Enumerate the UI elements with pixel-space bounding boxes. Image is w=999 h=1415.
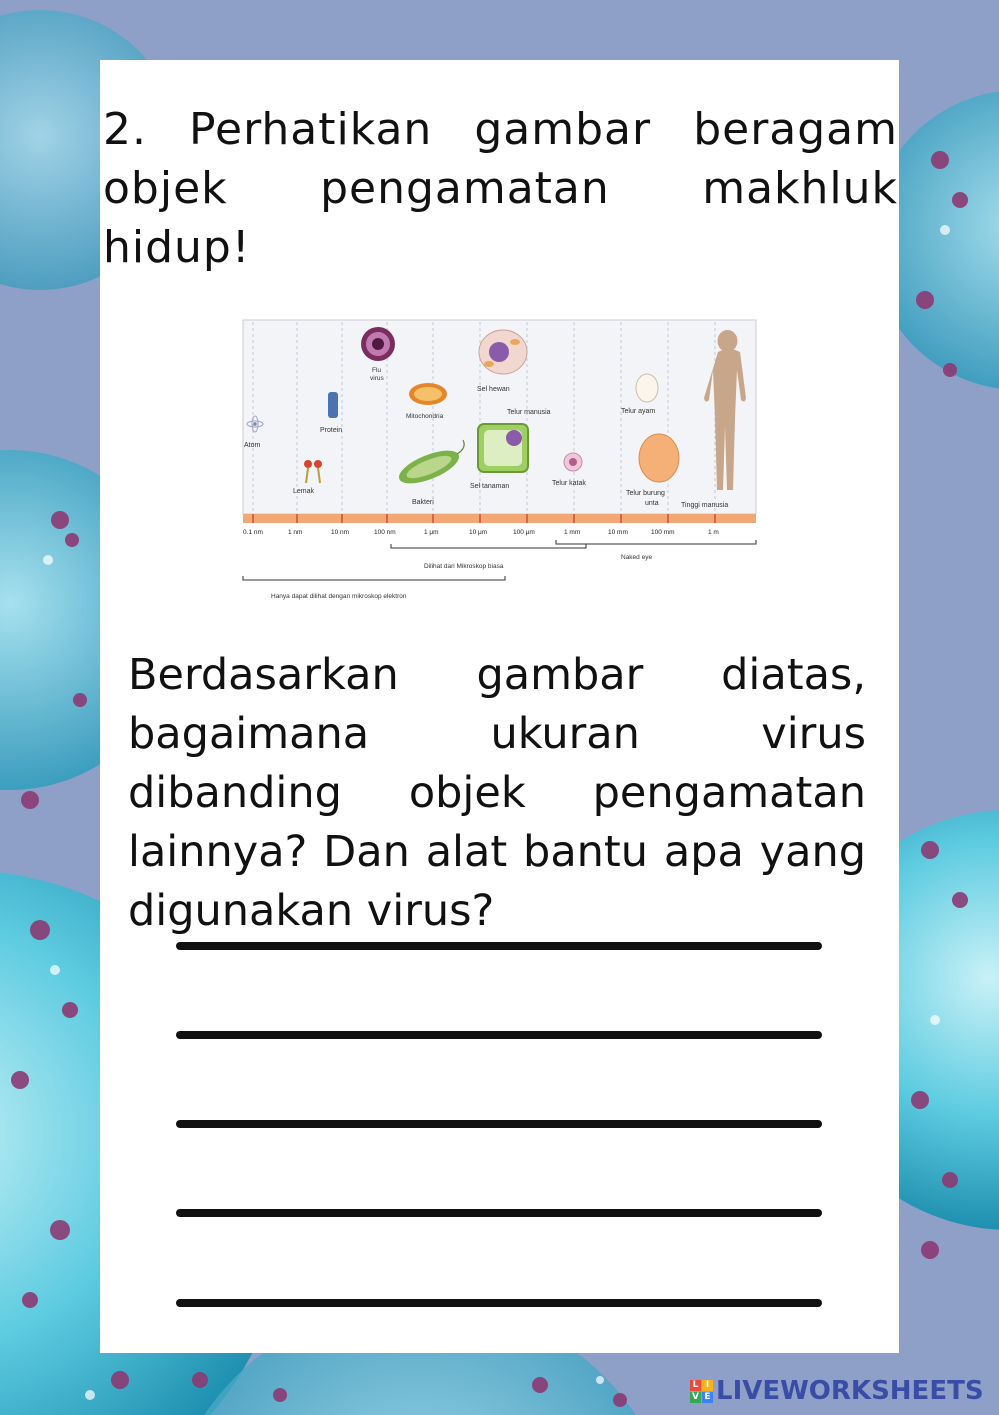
label-mikroskop-biasa: Dilihat dari Mikroskop biasa (424, 563, 504, 570)
label-sel-hewan: Sel hewan (477, 386, 510, 393)
scale-tick-10: 1 m (708, 529, 719, 536)
scale-tick-2: 10 nm (331, 529, 350, 536)
flu-virus-illustration (361, 327, 395, 361)
question-title: 2. Perhatikan gambar beragam objek pengamatan makhluk hidup! (103, 104, 898, 273)
scale-tick-6: 100 μm (513, 529, 535, 536)
answer-line-4[interactable] (176, 1209, 822, 1217)
answer-line-1[interactable] (176, 942, 822, 950)
scale-tick-0: 0.1 nm (243, 529, 263, 536)
liveworksheets-logo-icon: L I V E (690, 1380, 713, 1403)
sel-tanaman-illustration (478, 424, 528, 472)
scale-tick-7: 1 mm (564, 529, 581, 536)
label-telur-burung-unta-2: unta (645, 500, 659, 507)
scale-tick-8: 10 mm (608, 529, 628, 536)
scale-tick-4: 1 μm (424, 529, 439, 536)
label-flu-virus-2: virus (370, 375, 384, 382)
scale-tick-3: 100 nm (374, 529, 396, 536)
label-telur-burung-unta-1: Telur burung (626, 490, 665, 497)
label-mitochondria: Mitochondria (406, 413, 444, 420)
label-lemak: Lemak (293, 488, 315, 495)
label-atom: Atom (244, 442, 261, 449)
liveworksheets-logo[interactable] (690, 1376, 984, 1406)
label-tinggi-manusia: Tinggi manusia (681, 502, 729, 509)
telur-burung-unta-illustration (639, 434, 679, 482)
sel-hewan-illustration (479, 330, 527, 374)
label-sel-tanaman: Sel tanaman (470, 483, 510, 490)
liveworksheets-brand-text: LIVEWORKSHEETS (716, 1376, 984, 1406)
label-telur-katak: Telur katak (552, 480, 586, 487)
question-body: Berdasarkan gambar diatas, bagaimana ukuran virus dibanding objek pengamatan lainnya? Dan alat bantu apa yang digunakan virus? (128, 650, 866, 936)
scale-tick-1: 1 nm (288, 529, 303, 536)
scale-bar (243, 514, 756, 523)
label-naked-eye: Naked eye (621, 554, 653, 561)
telur-katak-illustration (564, 453, 582, 471)
scale-tick-9: 100 mm (651, 529, 675, 536)
label-protein: Protein (320, 427, 343, 434)
answer-line-2[interactable] (176, 1031, 822, 1039)
protein-illustration (328, 392, 338, 418)
label-telur-manusia: Telur manusia (507, 409, 551, 416)
scale-tick-5: 10 μm (469, 529, 488, 536)
label-flu-virus-1: Flu (372, 367, 382, 374)
label-mikroskop-elektron: Hanya dapat dilihat dengan mikroskop elektron (271, 593, 407, 600)
answer-line-3[interactable] (176, 1120, 822, 1128)
mitochondria-illustration (409, 383, 447, 405)
size-scale-figure (241, 318, 758, 608)
label-bakteri: Bakteri (412, 499, 434, 506)
answer-line-5[interactable] (176, 1299, 822, 1307)
label-telur-ayam: Telur ayam (621, 408, 656, 415)
telur-ayam-illustration (636, 374, 658, 402)
